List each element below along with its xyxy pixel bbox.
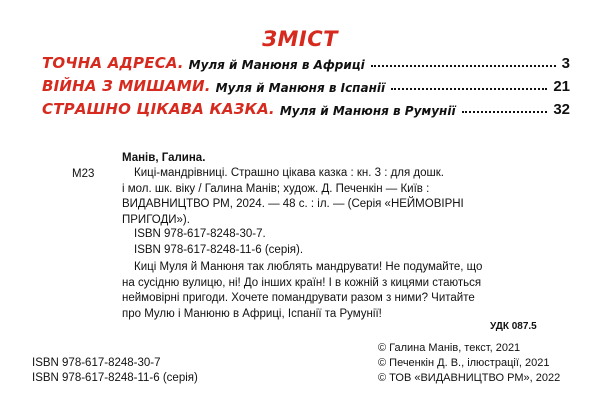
toc-story-subtitle: Муля й Манюня в Африці (188, 58, 365, 72)
footer-copyrights (378, 341, 560, 386)
toc-leader-dots (371, 64, 556, 67)
toc-entry (42, 75, 570, 95)
annotation-line: Киці Муля й Манюня так люблять мандрувати! Не подумайте, що (134, 261, 483, 273)
toc-page-number: 32 (553, 101, 570, 118)
toc-story-subtitle: Муля й Манюня в Іспанії (215, 81, 386, 95)
toc-story-title: ВІЙНА З МИШАМИ. (42, 77, 211, 95)
catalog-annotation (122, 260, 482, 322)
toc-story-title: ТОЧНА АДРЕСА. (42, 54, 184, 72)
footer-isbn-line: ISBN 978-617-8248-30-7 (32, 357, 161, 369)
copyright-line: © Печенкін Д. В., ілюстрації, 2021 (378, 357, 550, 369)
footer-isbn-line: ISBN 978-617-8248-11-6 (серія) (32, 371, 198, 384)
toc-entry (42, 98, 570, 118)
description-line: Киці-мандрівниці. Страшно цікава казка : кн. 3 : для дошк. (134, 167, 444, 179)
isbn-line: ISBN 978-617-8248-11-6 (серія). (134, 243, 304, 256)
annotation-line: неймовірні пригоди. Хочете помандрувати разом з ними? Читайте (122, 292, 475, 304)
toc-title: ЗМІСТ (262, 27, 338, 51)
toc-page-number: 3 (561, 55, 570, 72)
copyright-line: © ТОВ «ВИДАВНИЦТВО РМ», 2022 (378, 372, 561, 384)
description-line: ВИДАВНИЦТВО РМ, 2024. — 48 с. : іл. — (Серія «НЕЙМОВІРНІ (122, 198, 464, 210)
toc-leader-dots (391, 87, 547, 90)
isbn-line: ISBN 978-617-8248-30-7. (134, 228, 266, 240)
toc-leader-dots (462, 110, 548, 113)
catalog-author: Манів, Галина. (122, 152, 206, 164)
toc-story-subtitle: Муля й Манюня в Румунії (279, 104, 456, 118)
copyright-line: © Галина Манів, текст, 2021 (378, 342, 521, 354)
catalog-isbn (134, 227, 303, 258)
toc-page-number: 21 (553, 78, 570, 95)
footer-isbn (32, 356, 198, 385)
toc-entry (42, 52, 570, 72)
udk-code: УДК 087.5 (490, 321, 537, 332)
catalog-description (122, 166, 464, 228)
annotation-line: на сусідню вулицю, ні! До інших країн! І в кожній з кицями стаються (122, 276, 482, 289)
description-line: і мол. шк. віку / Галина Манів; худож. Д. Печенкін — Київ : (122, 182, 430, 195)
toc-story-title: СТРАШНО ЦІКАВА КАЗКА. (42, 100, 275, 118)
annotation-line: про Мулю і Манюню в Африці, Іспанії та Румунії! (122, 307, 382, 320)
description-line: ПРИГОДИ»). (122, 213, 190, 226)
catalog-code: М23 (72, 168, 95, 180)
